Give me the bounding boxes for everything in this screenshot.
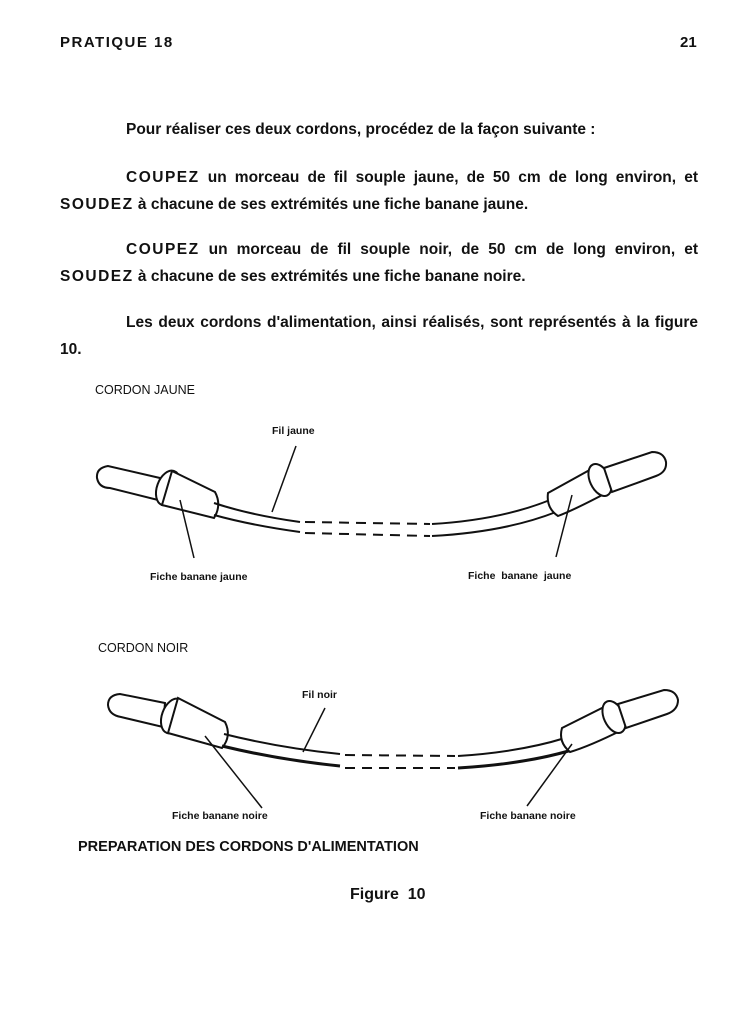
wire-dashed-top (305, 522, 430, 524)
figure-caption: PREPARATION DES CORDONS D'ALIMENTATION (78, 839, 419, 855)
right-banana-tip (604, 452, 666, 492)
left-sleeve-body (162, 471, 218, 518)
wire-left-lower (214, 515, 300, 532)
keyword-soudez: SOUDEZ (60, 196, 134, 213)
leader-fil-noir (303, 708, 325, 752)
label-fiche-jaune-right: Fiche banane jaune (468, 570, 572, 582)
label-fil-jaune: Fil jaune (272, 425, 315, 437)
paragraph-text: un morceau de fil souple noir, de 50 cm de long environ, et (199, 241, 698, 258)
left-banana-tip (97, 466, 160, 500)
paragraph-text: à chacune de ses extrémités une fiche banane noire. (133, 268, 526, 285)
right-banana-tip (618, 690, 678, 728)
wire-left-lower (222, 746, 340, 766)
cordon-noir-title: CORDON NOIR (98, 641, 189, 655)
figure-number: Figure 10 (350, 886, 426, 903)
yellow-cord-drawing (97, 452, 666, 536)
paragraph-text: à chacune de ses extrémités une fiche banane jaune. (133, 196, 529, 213)
wire-dashed-bottom (305, 533, 430, 536)
running-header: PRATIQUE 18 (60, 34, 174, 51)
left-sleeve-body (168, 698, 228, 748)
label-fiche-noire-left: Fiche banane noire (172, 810, 268, 822)
leader-fiche-noire-right (527, 744, 572, 806)
label-fil-noir: Fil noir (302, 689, 337, 701)
leader-fil-jaune (272, 446, 296, 512)
label-fiche-noire-right: Fiche banane noire (480, 810, 576, 822)
keyword-soudez: SOUDEZ (60, 268, 134, 285)
wire-right (458, 738, 565, 756)
keyword-coupez: COUPEZ (126, 169, 200, 186)
wire-dashed-top (345, 755, 455, 756)
left-banana-tip (108, 694, 165, 727)
label-fiche-jaune-left: Fiche banane jaune (150, 571, 248, 583)
black-cord-drawing (108, 690, 678, 768)
paragraph-figure-reference-text: Les deux cordons d'alimentation, ainsi réalisés, sont représentés à la figure 10. (60, 314, 698, 358)
cordon-jaune-title: CORDON JAUNE (95, 383, 196, 397)
paragraph-text: un morceau de fil souple jaune, de 50 cm de long environ, et (199, 169, 698, 186)
wire-right-lower (458, 750, 572, 768)
paragraph-intro-text: Pour réaliser ces deux cordons, procédez de la façon suivante : (126, 121, 596, 138)
leader-fiche-noire-left (205, 736, 262, 808)
keyword-coupez: COUPEZ (126, 241, 200, 258)
page-number: 21 (680, 34, 697, 51)
